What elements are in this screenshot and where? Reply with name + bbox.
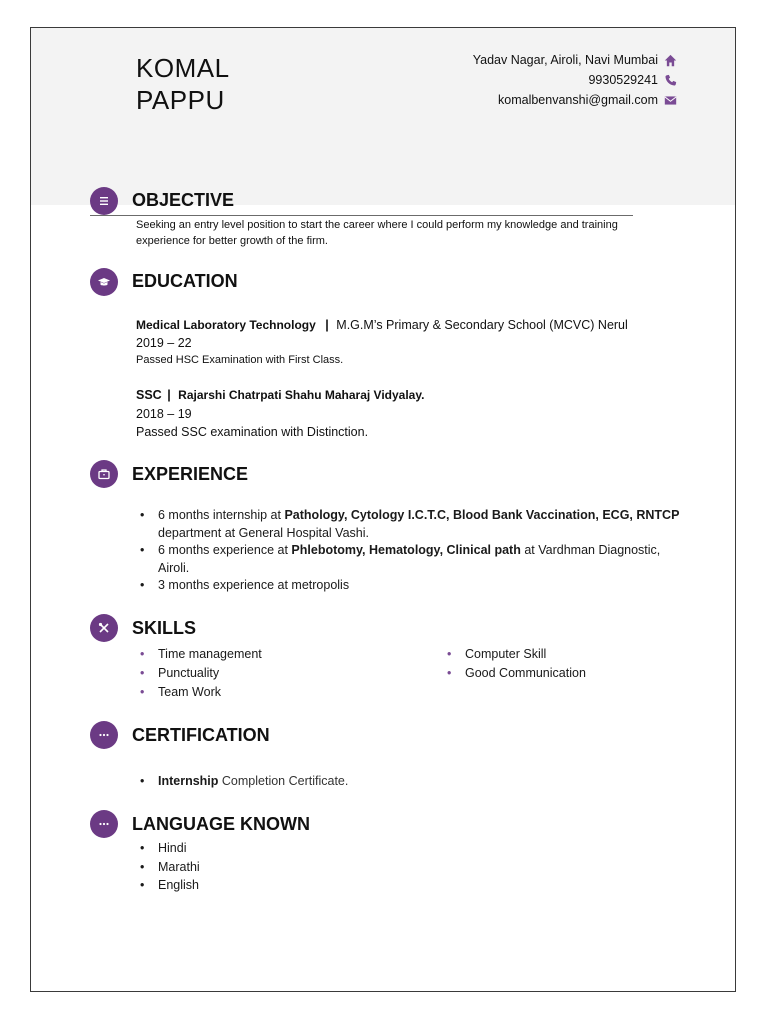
skill-item: • Time management bbox=[140, 647, 262, 661]
languages-list bbox=[136, 839, 436, 895]
edu1-separator: | bbox=[325, 318, 329, 332]
edu2-note: Passed SSC examination with Distinction. bbox=[136, 425, 369, 439]
language-item: • Marathi bbox=[140, 859, 200, 874]
skill-item: • Good Communication bbox=[447, 666, 586, 680]
skill-label: Team Work bbox=[158, 685, 221, 699]
experience-title: EXPERIENCE bbox=[132, 464, 249, 484]
exp3-prefix: 3 months experience at metropolis bbox=[158, 578, 350, 592]
skill-item: • Punctuality bbox=[140, 666, 220, 680]
last-name: PAPPU bbox=[136, 85, 225, 115]
edu2-degree: SSC bbox=[136, 388, 162, 402]
ellipsis-icon bbox=[97, 817, 111, 831]
phone-icon bbox=[664, 74, 677, 87]
email-row bbox=[473, 90, 677, 110]
language-label: Hindi bbox=[158, 841, 187, 855]
envelope-icon bbox=[664, 94, 677, 107]
language-label: Marathi bbox=[158, 859, 200, 874]
certification-title: CERTIFICATION bbox=[132, 725, 270, 745]
language-label: English bbox=[158, 878, 199, 892]
objective-text bbox=[136, 217, 696, 249]
address-text: Yadav Nagar, Airoli, Navi Mumbai bbox=[472, 53, 658, 67]
phone-text: 9930529241 bbox=[588, 73, 658, 87]
address-row bbox=[473, 50, 677, 70]
education-entry-2-heading bbox=[136, 386, 424, 404]
exp2-mid: at Vardhman Diagnostic, bbox=[520, 543, 661, 557]
edu2-school: Rajarshi Chatrpati Shahu Maharaj Vidyalay. bbox=[178, 388, 425, 402]
edu1-note: Passed HSC Examination with First Class. bbox=[136, 354, 344, 366]
skills-title: SKILLS bbox=[132, 618, 197, 638]
exp1-prefix: 6 months internship at bbox=[158, 508, 285, 522]
edu2-years: 2018 – 19 bbox=[136, 407, 192, 421]
skills-column-2 bbox=[443, 645, 703, 683]
edu2-separator: | bbox=[167, 388, 171, 402]
skill-label: Time management bbox=[158, 647, 262, 661]
experience-item: • 6 months internship at Pathology, Cytology I.C.T.C, Blood Bank Vaccination, ECG, RNTCP department at General Hospital Vashi. bbox=[140, 508, 680, 540]
certification-section-icon bbox=[90, 721, 118, 749]
contact-block bbox=[473, 50, 677, 110]
certification-item: • Internship Completion Certificate. bbox=[140, 774, 349, 788]
objective-title: OBJECTIVE bbox=[132, 190, 235, 210]
cert-bold: Internship bbox=[158, 774, 219, 788]
cert-rest: Completion Certificate. bbox=[218, 774, 349, 788]
exp2-bold: Phlebotomy, Hematology, Clinical path bbox=[291, 543, 521, 557]
briefcase-icon bbox=[97, 467, 111, 481]
exp2-line2: Airoli. bbox=[158, 560, 190, 575]
skill-item: • Team Work bbox=[140, 685, 221, 699]
resume-page bbox=[30, 27, 736, 992]
skills-section-icon bbox=[90, 614, 118, 642]
candidate-name bbox=[136, 52, 230, 116]
skills-column-1 bbox=[136, 645, 416, 702]
experience-list bbox=[136, 507, 696, 595]
education-title: EDUCATION bbox=[132, 271, 238, 291]
languages-section-icon bbox=[90, 810, 118, 838]
exp2-prefix: 6 months experience at bbox=[158, 543, 292, 557]
first-name: KOMAL bbox=[136, 53, 230, 83]
edu1-school: M.G.M’s Primary & Secondary School (MCVC) Nerul bbox=[336, 318, 628, 332]
objective-line-2: experience for better growth of the firm. bbox=[136, 235, 328, 247]
exp1-line2: department at General Hospital Vashi. bbox=[158, 525, 369, 540]
language-item: • English bbox=[140, 878, 199, 892]
ellipsis-icon bbox=[97, 728, 111, 742]
education-entry-1-heading bbox=[136, 316, 628, 334]
education-section-icon bbox=[90, 268, 118, 296]
phone-row bbox=[473, 70, 677, 90]
languages-title: LANGUAGE KNOWN bbox=[132, 814, 310, 834]
skill-label: Good Communication bbox=[465, 666, 586, 680]
objective-line-1: Seeking an entry level position to start the career where I could perform my knowledge and training bbox=[136, 219, 618, 231]
edu1-degree: Medical Laboratory Technology bbox=[136, 318, 316, 332]
objective-section-icon bbox=[90, 187, 118, 215]
objective-divider bbox=[90, 215, 633, 216]
skill-item: • Computer Skill bbox=[447, 647, 547, 661]
exp1-bold: Pathology, Cytology I.C.T.C, Blood Bank Vaccination, ECG, RNTCP bbox=[284, 508, 680, 522]
experience-item: • 6 months experience at Phlebotomy, Hematology, Clinical path at Vardhman Diagnostic, Airoli. bbox=[140, 543, 661, 575]
certification-list bbox=[136, 773, 636, 791]
skill-label: Punctuality bbox=[158, 666, 220, 680]
list-icon bbox=[97, 194, 111, 208]
email-text[interactable]: komalbenvanshi@gmail.com bbox=[498, 93, 658, 107]
edu1-years: 2019 – 22 bbox=[136, 336, 192, 350]
skill-label: Computer Skill bbox=[465, 647, 547, 661]
language-item: • Hindi bbox=[140, 841, 187, 855]
graduation-cap-icon bbox=[97, 275, 111, 289]
experience-section-icon bbox=[90, 460, 118, 488]
tools-icon bbox=[97, 621, 111, 635]
experience-item: • 3 months experience at metropolis bbox=[140, 578, 350, 592]
home-icon bbox=[664, 54, 677, 67]
